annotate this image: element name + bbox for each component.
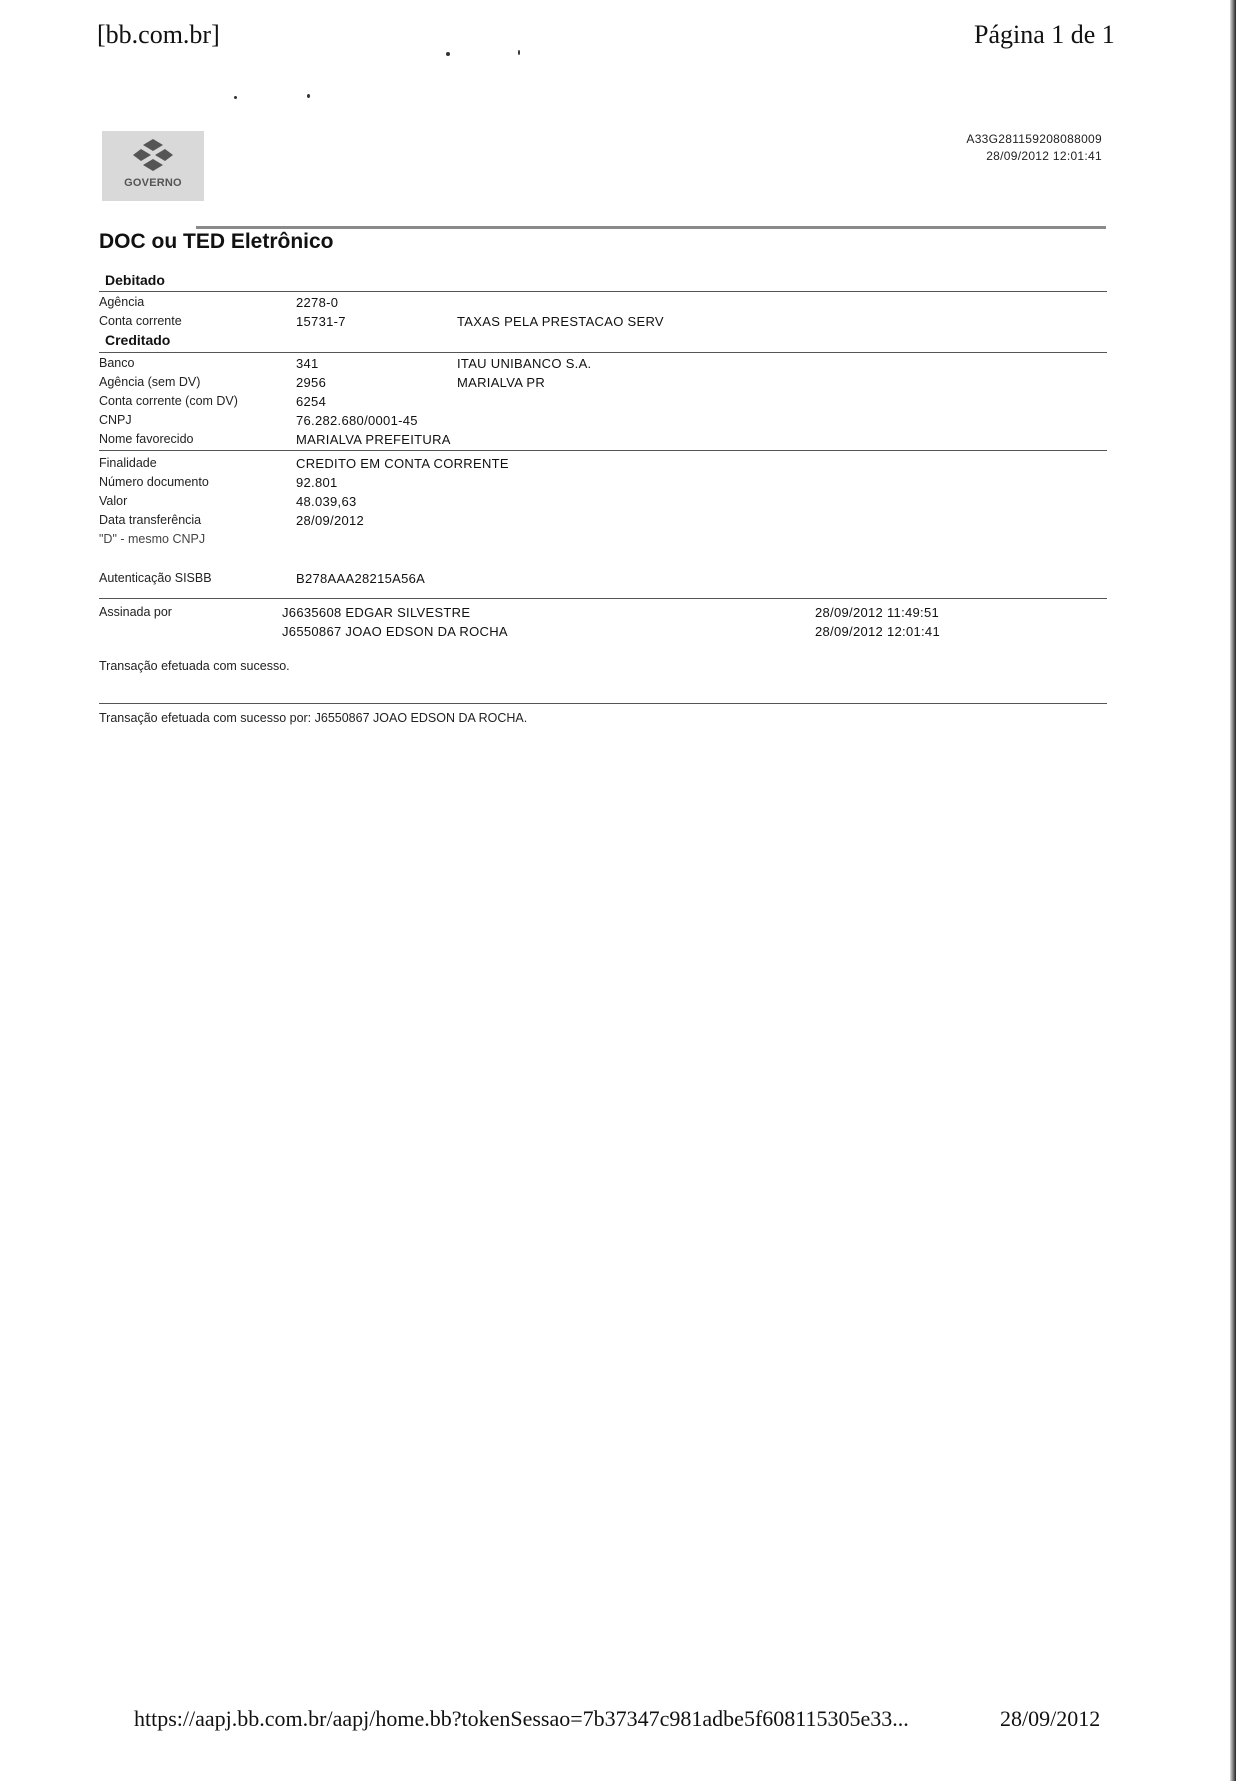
logo-text: GOVERNO: [124, 177, 182, 189]
creditado-banco-label: Banco: [99, 356, 135, 370]
creditado-favorecido-value: MARIALVA PREFEITURA: [296, 432, 451, 447]
debitado-conta-value: 15731-7: [296, 314, 346, 329]
finalidade-label: Finalidade: [99, 456, 157, 470]
debitado-agencia-label: Agência: [99, 295, 145, 309]
bb-logo-icon: [102, 137, 204, 178]
autenticacao-value: B278AAA28215A56A: [296, 571, 426, 586]
transaction-code: A33G281159208088009: [966, 132, 1102, 146]
autenticacao-label: Autenticação SISBB: [99, 571, 212, 585]
scan-speck: [518, 50, 520, 55]
status-message: Transação efetuada com sucesso.: [99, 659, 290, 673]
numero-documento-value: 92.801: [296, 475, 338, 490]
scan-speck: [307, 94, 310, 98]
section-divider: [99, 598, 1107, 599]
debitado-conta-label: Conta corrente: [99, 314, 182, 328]
scan-speck: [234, 96, 237, 99]
section-divider: [99, 450, 1107, 451]
status-by-message: Transação efetuada com sucesso por: J6550867 JOAO EDSON DA ROCHA.: [99, 711, 528, 725]
creditado-banco-value: 341: [296, 356, 319, 371]
creditado-conta-value: 6254: [296, 394, 327, 409]
finalidade-value: CREDITO EM CONTA CORRENTE: [296, 456, 509, 471]
transaction-datetime: 28/09/2012 12:01:41: [986, 149, 1102, 163]
creditado-banco-name: ITAU UNIBANCO S.A.: [457, 356, 592, 371]
creditado-conta-label: Conta corrente (com DV): [99, 394, 238, 408]
numero-documento-label: Número documento: [99, 475, 209, 489]
creditado-agencia-label: Agência (sem DV): [99, 375, 201, 389]
section-divider: [99, 703, 1107, 704]
signer-name: J6635608 EDGAR SILVESTRE: [282, 605, 471, 620]
scan-edge: [1230, 0, 1236, 1781]
signer-datetime: 28/09/2012 12:01:41: [815, 624, 940, 639]
debitado-agencia-value: 2278-0: [296, 295, 339, 310]
data-transferencia-label: Data transferência: [99, 513, 202, 527]
cnpj-note: "D" - mesmo CNPJ: [99, 532, 206, 546]
section-divider: [99, 291, 1107, 292]
signer-name: J6550867 JOAO EDSON DA ROCHA: [282, 624, 508, 639]
section-creditado-heading: Creditado: [105, 332, 171, 348]
valor-label: Valor: [99, 494, 128, 508]
data-transferencia-value: 28/09/2012: [296, 513, 365, 528]
bank-logo: [102, 131, 204, 201]
creditado-cnpj-value: 76.282.680/0001-45: [296, 413, 418, 428]
creditado-agencia-value: 2956: [296, 375, 327, 390]
section-divider: [99, 352, 1107, 353]
valor-value: 48.039,63: [296, 494, 357, 509]
scan-speck: [446, 52, 450, 56]
page-title: DOC ou TED Eletrônico: [99, 230, 334, 253]
site-label: [bb.com.br]: [97, 20, 220, 49]
footer-url: https://aapj.bb.com.br/aapj/home.bb?tokenSessao=7b37347c981adbe5f608115305e33...: [134, 1706, 909, 1731]
page-indicator: Página 1 de 1: [974, 20, 1115, 49]
creditado-favorecido-label: Nome favorecido: [99, 432, 194, 446]
signer-datetime: 28/09/2012 11:49:51: [815, 605, 940, 620]
section-debitado-heading: Debitado: [105, 272, 165, 288]
assinada-por-label: Assinada por: [99, 605, 172, 619]
creditado-cnpj-label: CNPJ: [99, 413, 132, 427]
title-divider: [196, 226, 1106, 229]
footer-date: 28/09/2012: [1000, 1706, 1101, 1731]
debitado-conta-description: TAXAS PELA PRESTACAO SERV: [457, 314, 664, 329]
creditado-agencia-city: MARIALVA PR: [457, 375, 546, 390]
